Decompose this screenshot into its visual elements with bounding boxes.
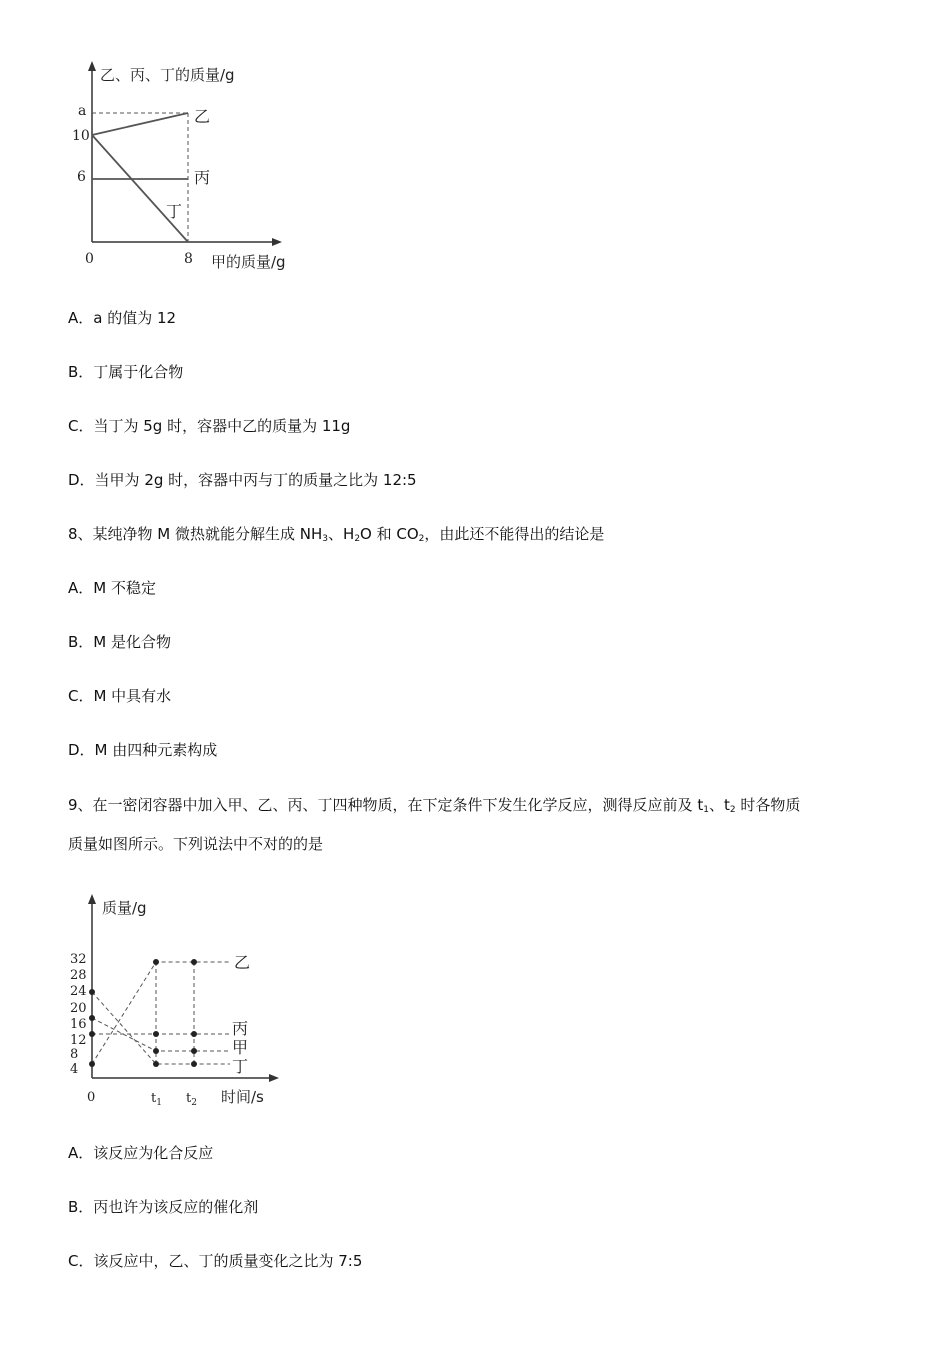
chart2-y-label: 质量/g bbox=[102, 899, 147, 917]
chart2-point bbox=[191, 1031, 197, 1037]
chart2-y-tick-28: 28 bbox=[70, 968, 87, 983]
chart1-series-ding bbox=[92, 135, 188, 242]
chart2-series-label-ding: 丁 bbox=[232, 1057, 249, 1076]
chart2-x-tick-0: 0 bbox=[87, 1090, 96, 1105]
chart2-point bbox=[153, 959, 159, 965]
chart1-y-tick-10: 10 bbox=[72, 128, 90, 144]
chart2-x-label: 时间/s bbox=[221, 1088, 264, 1106]
q7-option-a: A．a 的值为 12 bbox=[68, 309, 177, 327]
chart2-point bbox=[153, 1031, 159, 1037]
q7-option-d: D．当甲为 2g 时，容器中丙与丁的质量之比为 12:5 bbox=[68, 471, 417, 489]
chart2-y-tick-20: 20 bbox=[70, 1001, 87, 1016]
chart1-x-label: 甲的质量/g bbox=[211, 253, 286, 271]
chart2-point bbox=[191, 959, 197, 965]
q8-option-b: B．M 是化合物 bbox=[68, 633, 172, 651]
chart2-series-label-jia: 甲 bbox=[232, 1038, 249, 1057]
chart1-series-yi bbox=[92, 113, 188, 135]
q8-option-d: D．M 由四种元素构成 bbox=[68, 741, 218, 759]
chart1-y-tick-a: a bbox=[78, 103, 87, 119]
chart2-point bbox=[89, 989, 95, 995]
q8-stem: 8、某纯净物 M 微热就能分解生成 $NH_3$、$H_2O$ 和 $CO_2$，由此还不能得出的结论是 bbox=[68, 525, 605, 544]
chart1-x-tick-8: 8 bbox=[184, 251, 193, 267]
chart2-series-ding bbox=[92, 992, 230, 1064]
chart1-y-tick-6: 6 bbox=[77, 169, 86, 185]
chart2-point bbox=[153, 1048, 159, 1054]
q9-option-c: C．该反应中，乙、丁的质量变化之比为 7:5 bbox=[68, 1252, 363, 1270]
chart2-y-tick-24: 24 bbox=[70, 984, 87, 999]
chart2-series-label-bing: 丙 bbox=[232, 1019, 249, 1038]
chart2-y-tick-12: 12 bbox=[70, 1033, 87, 1048]
chart2-point bbox=[191, 1061, 197, 1067]
q9-stem-line2: 质量如图所示。下列说法中不对的的是 bbox=[68, 835, 324, 853]
chart2-y-tick-32: 32 bbox=[70, 952, 87, 967]
chart1-series-label-ding: 丁 bbox=[166, 202, 183, 221]
chart2-point bbox=[89, 1061, 95, 1067]
chart2-x-tick-t1: $t_1$ bbox=[151, 1091, 162, 1108]
chart2-series-yi bbox=[92, 962, 230, 1064]
q8-option-c: C．M 中具有水 bbox=[68, 687, 172, 705]
q9-option-b: B．丙也许为该反应的催化剂 bbox=[68, 1198, 259, 1216]
chart1-series-label-yi: 乙 bbox=[194, 107, 211, 126]
chart2-y-tick-16: 16 bbox=[70, 1017, 87, 1032]
chart2-y-tick-4: 4 bbox=[70, 1062, 79, 1077]
q9-stem-line1: 9、在一密闭容器中加入甲、乙、丙、丁四种物质，在下定条件下发生化学反应，测得反应前及 $t_1$、$t_2$ 时各物质 bbox=[68, 796, 801, 815]
chart1-series-label-bing: 丙 bbox=[194, 168, 211, 187]
chart2-y-tick-8: 8 bbox=[70, 1047, 79, 1062]
chart2-series-label-yi: 乙 bbox=[234, 953, 251, 972]
chart2-series-jia bbox=[92, 1018, 230, 1051]
chart2-point bbox=[89, 1015, 95, 1021]
chart2-point bbox=[191, 1048, 197, 1054]
chart2-x-tick-t2: $t_2$ bbox=[186, 1091, 197, 1108]
chart-2 bbox=[60, 888, 300, 1113]
chart2-point bbox=[89, 1031, 95, 1037]
chart1-x-tick-0: 0 bbox=[85, 251, 94, 267]
chart1-y-label: 乙、丙、丁的质量/g bbox=[100, 66, 235, 84]
q8-option-a: A．M 不稳定 bbox=[68, 579, 156, 597]
q7-option-c: C．当丁为 5g 时，容器中乙的质量为 11g bbox=[68, 417, 351, 435]
chart2-point bbox=[153, 1061, 159, 1067]
chart-1 bbox=[60, 55, 310, 275]
q7-option-b: B．丁属于化合物 bbox=[68, 363, 184, 381]
q9-option-a: A．该反应为化合反应 bbox=[68, 1144, 214, 1162]
